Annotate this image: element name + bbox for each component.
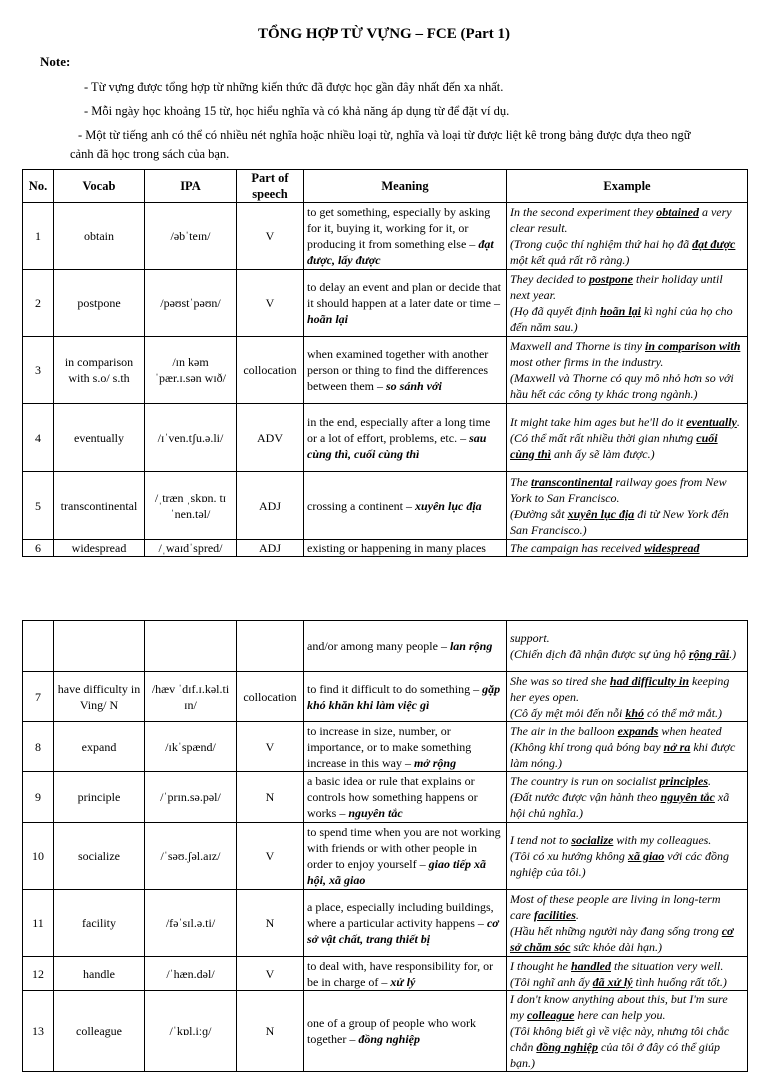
row-number: 11 <box>23 890 54 957</box>
meaning-cell <box>304 957 507 991</box>
table-row <box>23 890 748 957</box>
ipa-cell: /pəʊstˈpəʊn/ <box>145 270 237 337</box>
ipa-cell: /ɪkˈspænd/ <box>145 722 237 772</box>
example-text: Maxwell and Thorne is tiny <box>510 339 645 353</box>
meaning-english: to spend time when you are not working with friends or with other people in order to enjoy yourself – <box>307 825 501 871</box>
table-body-page-2 <box>23 621 748 1072</box>
example-text: Most of these people are living in long-term care <box>510 892 721 922</box>
table-row <box>23 772 748 823</box>
note-line-3: - Một từ tiếng anh có thể có nhiều nét nghĩa hoặc nhiều loại từ, nghĩa và loại từ được liệt kê trong bảng được dựa theo ngữ cảnh đã học trong sách của bạn. <box>70 128 691 161</box>
example-text: với các đồng nghiệp của tôi.) <box>510 849 729 879</box>
example-text: support. <box>510 631 550 645</box>
example-vietnamese <box>510 236 744 268</box>
highlighted-vocab: đồng nghiệp <box>536 1040 599 1054</box>
vocab-cell <box>54 621 145 672</box>
vocab-cell: in comparison with s.o/ s.th <box>54 337 145 404</box>
meaning-cell <box>304 890 507 957</box>
highlighted-vocab: colleague <box>527 1008 575 1022</box>
vocab-cell: postpone <box>54 270 145 337</box>
example-text: a very clear result. <box>510 205 732 235</box>
row-number: 12 <box>23 957 54 991</box>
example-english <box>510 723 744 739</box>
row-number: 3 <box>23 337 54 404</box>
table-row <box>23 270 748 337</box>
vocab-cell: colleague <box>54 991 145 1072</box>
table-row <box>23 337 748 404</box>
meaning-vietnamese: so sánh với <box>385 379 442 393</box>
table-row <box>23 472 748 540</box>
highlighted-vocab: khó <box>625 705 644 720</box>
meaning-vietnamese: gặp khó khăn khi làm việc gì <box>307 681 501 712</box>
example-text: The campaign has received <box>510 541 645 555</box>
part-of-speech-cell: collocation <box>237 337 304 404</box>
note-line-1: - Từ vựng được tổng hợp từ những kiến thức đã được học gần đây nhất đến xa nhất. <box>84 80 504 94</box>
highlighted-vocab: transcontinental <box>531 474 613 489</box>
table-row <box>23 621 748 672</box>
highlighted-vocab: nguyên tắc <box>660 790 715 804</box>
example-text: sức khỏe dài hạn.) <box>570 940 662 954</box>
note-label: Note: <box>40 54 71 69</box>
header-meaning: Meaning <box>304 170 507 203</box>
ipa-cell: /ˈhæn.dəl/ <box>145 957 237 991</box>
ipa-cell: /əbˈteɪn/ <box>145 203 237 270</box>
highlighted-vocab: hoãn lại <box>599 304 641 318</box>
meaning-vietnamese: xuyên lục địa <box>414 498 482 513</box>
example-english <box>510 474 744 506</box>
table-body-page-1 <box>23 203 748 557</box>
highlighted-vocab: principles <box>659 774 709 788</box>
header-no: No. <box>23 170 54 203</box>
example-cell <box>507 722 748 772</box>
vocab-table-page-1 <box>22 169 748 557</box>
example-cell <box>507 991 748 1072</box>
part-of-speech-cell: ADJ <box>237 472 304 540</box>
example-text: (Không khí trong quả bóng bay <box>510 739 664 754</box>
example-text: I don't know anything about this, but I'm sure my <box>510 992 728 1022</box>
example-text: She was so tired she <box>510 673 610 688</box>
example-text: . <box>575 908 579 922</box>
example-text: khi được làm nóng.) <box>510 739 736 770</box>
part-of-speech-cell: N <box>237 772 304 823</box>
meaning-english: existing or happening in many places <box>307 541 486 555</box>
example-text: (Họ đã quyết định <box>510 304 600 318</box>
highlighted-vocab: facilities <box>533 908 576 922</box>
example-text: anh ấy sẽ làm được.) <box>551 446 655 461</box>
example-vietnamese <box>510 974 744 990</box>
meaning-english: in the end, especially after a long time or a lot of effort, problems, etc. – <box>307 414 491 445</box>
example-cell <box>507 957 748 991</box>
vocab-cell: handle <box>54 957 145 991</box>
example-text: In the second experiment they <box>510 205 657 219</box>
header-part-of-speech: Part of speech <box>237 170 304 203</box>
example-cell <box>507 337 748 404</box>
table-row <box>23 991 748 1072</box>
row-number: 1 <box>23 203 54 270</box>
document-title: TỔNG HỢP TỪ VỰNG – FCE (Part 1) <box>257 26 511 42</box>
highlighted-vocab: eventually <box>686 414 737 429</box>
meaning-cell <box>304 823 507 890</box>
row-number: 7 <box>23 672 54 722</box>
example-text: (Tôi có xu hướng không <box>510 849 628 863</box>
meaning-english: and/or among many people – <box>307 639 450 653</box>
meaning-vietnamese: nguyên tắc <box>348 806 403 820</box>
meaning-cell <box>304 472 507 540</box>
meaning-cell <box>304 722 507 772</box>
meaning-english: to increase in size, number, or importance, or to make something increase in this way – <box>307 723 472 770</box>
example-text: here can help you. <box>574 1008 666 1022</box>
ipa-cell: /ˈkɒl.iːɡ/ <box>145 991 237 1072</box>
example-vietnamese <box>510 1023 744 1071</box>
example-cell <box>507 621 748 672</box>
vocab-cell: widespread <box>54 540 145 557</box>
example-text: railway goes from New York to San Francisco. <box>510 474 727 505</box>
example-cell <box>507 890 748 957</box>
example-text: I thought he <box>510 958 571 973</box>
vocab-cell: socialize <box>54 823 145 890</box>
header-vocab: Vocab <box>54 170 145 203</box>
meaning-cell <box>304 991 507 1072</box>
highlighted-vocab: had difficulty in <box>609 673 690 688</box>
example-cell <box>507 672 748 722</box>
example-cell <box>507 404 748 472</box>
ipa-cell: /ɪn kəm ˈpær.ɪ.sən wɪð/ <box>145 337 237 404</box>
example-vietnamese <box>510 739 744 771</box>
highlighted-vocab: rộng rãi <box>688 647 730 661</box>
meaning-english: a place, especially including buildings, where a particular activity happens – <box>307 900 494 930</box>
ipa-cell: /fəˈsɪl.ə.ti/ <box>145 890 237 957</box>
highlighted-vocab: xuyên lục địa <box>567 506 635 521</box>
example-cell <box>507 270 748 337</box>
vocab-cell: transcontinental <box>54 472 145 540</box>
example-english <box>510 338 744 370</box>
ipa-cell: /ˌwaɪdˈspred/ <box>145 540 237 557</box>
row-number: 10 <box>23 823 54 890</box>
meaning-english: to find it difficult to do something – <box>307 681 483 696</box>
example-vietnamese <box>510 789 744 821</box>
example-vietnamese <box>510 646 744 662</box>
row-number: 8 <box>23 722 54 772</box>
example-text: (Cô ấy mệt mỏi đến nỗi <box>510 705 626 720</box>
meaning-vietnamese: cơ sở vật chất, trang thiết bị <box>307 916 499 946</box>
highlighted-vocab: expands <box>617 723 659 738</box>
header-example: Example <box>507 170 748 203</box>
example-cell <box>507 540 748 557</box>
meaning-vietnamese: xử lý <box>390 974 416 989</box>
example-text: They decided to <box>510 272 589 286</box>
highlighted-vocab: socialize <box>571 833 614 847</box>
meaning-vietnamese: mở rộng <box>413 755 457 770</box>
example-english <box>510 540 744 556</box>
example-text: . <box>708 774 712 788</box>
highlighted-vocab: nở ra <box>663 739 691 754</box>
meaning-vietnamese: hoãn lại <box>307 312 349 326</box>
example-text: the situation very well. <box>611 958 724 973</box>
highlighted-vocab: obtained <box>656 205 699 219</box>
ipa-cell: /ɪˈven.tʃu.ə.li/ <box>145 404 237 472</box>
example-text: The <box>510 474 531 489</box>
note-line-2: - Mỗi ngày học khoảng 15 từ, học hiểu nghĩa và có khả năng áp dụng từ để đặt ví dụ. <box>84 104 510 118</box>
example-english <box>510 891 744 923</box>
meaning-vietnamese: đạt được, lấy được <box>307 237 494 267</box>
example-vietnamese <box>510 923 744 955</box>
highlighted-vocab: đạt được <box>692 237 736 251</box>
part-of-speech-cell: ADJ <box>237 540 304 557</box>
highlighted-vocab: widespread <box>644 541 700 555</box>
table-header-row <box>23 170 748 203</box>
meaning-vietnamese: đồng nghiệp <box>358 1032 421 1046</box>
example-english <box>510 832 744 848</box>
example-text: The country is run on socialist <box>510 774 660 788</box>
example-english <box>510 271 744 303</box>
part-of-speech-cell: collocation <box>237 672 304 722</box>
example-cell <box>507 203 748 270</box>
highlighted-vocab: đã xử lý <box>592 974 633 989</box>
example-vietnamese <box>510 848 744 880</box>
example-english <box>510 958 744 974</box>
example-text: (Đất nước được vận hành theo <box>510 790 661 804</box>
meaning-english: to deal with, have responsibility for, or be in charge of – <box>307 958 494 989</box>
example-text: có thể mở mắt.) <box>644 705 723 720</box>
example-text: (Maxwell và Thorne có quy mô nhỏ hơn so với hầu hết các công ty khác trong ngành.) <box>510 371 734 401</box>
meaning-cell <box>304 772 507 823</box>
example-text: (Tôi nghĩ anh ấy <box>510 974 593 989</box>
meaning-cell <box>304 621 507 672</box>
ipa-cell <box>145 621 237 672</box>
meaning-cell <box>304 404 507 472</box>
table-row <box>23 823 748 890</box>
row-number: 4 <box>23 404 54 472</box>
highlighted-vocab: postpone <box>588 272 633 286</box>
table-row <box>23 540 748 557</box>
example-cell <box>507 823 748 890</box>
meaning-cell <box>304 540 507 557</box>
example-english <box>510 773 744 789</box>
meaning-cell <box>304 270 507 337</box>
example-text: (Tôi không biết gì về việc này, nhưng tôi chắc chắn <box>510 1024 730 1054</box>
example-english <box>510 630 744 646</box>
ipa-cell: /ˈprɪn.sə.pəl/ <box>145 772 237 823</box>
meaning-vietnamese: sau cùng thì, cuối cùng thì <box>307 430 487 461</box>
example-text: xã hội chủ nghĩa.) <box>510 790 730 820</box>
row-number <box>23 621 54 672</box>
row-number: 6 <box>23 540 54 557</box>
highlighted-vocab: handled <box>571 958 612 973</box>
part-of-speech-cell: V <box>237 957 304 991</box>
example-cell <box>507 472 748 540</box>
example-vietnamese <box>510 705 744 721</box>
meaning-english: to delay an event and plan or decide that it should happen at a later date or time – <box>307 280 501 310</box>
row-number: 2 <box>23 270 54 337</box>
example-text: I tend not to <box>510 833 572 847</box>
part-of-speech-cell: V <box>237 722 304 772</box>
example-vietnamese <box>510 506 744 538</box>
example-cell <box>507 772 748 823</box>
table-row <box>23 404 748 472</box>
example-text: their holiday until next year. <box>510 272 723 302</box>
example-text: keeping her eyes open. <box>510 673 730 704</box>
meaning-english: to get something, especially by asking for it, buying it, working for it, or producing it from something else – <box>307 205 491 251</box>
part-of-speech-cell: V <box>237 270 304 337</box>
example-text: It might take him ages but he'll do it <box>510 414 687 429</box>
table-row <box>23 722 748 772</box>
table-row <box>23 203 748 270</box>
example-text: (Đường sắt <box>510 506 568 521</box>
table-row <box>23 672 748 722</box>
row-number: 9 <box>23 772 54 823</box>
header-ipa: IPA <box>145 170 237 203</box>
row-number: 13 <box>23 991 54 1072</box>
part-of-speech-cell <box>237 621 304 672</box>
example-text: (Hầu hết những người này đang sống trong <box>510 924 722 938</box>
part-of-speech-cell: V <box>237 823 304 890</box>
example-text: (Chiến dịch đã nhận được sự ủng hộ <box>510 647 689 661</box>
meaning-english: a basic idea or rule that explains or controls how something happens or works – <box>307 774 478 820</box>
highlighted-vocab: cơ sở chăm sóc <box>510 924 734 954</box>
vocab-cell: expand <box>54 722 145 772</box>
part-of-speech-cell: ADV <box>237 404 304 472</box>
example-text: (Trong cuộc thí nghiệm thứ hai họ đã <box>510 237 693 251</box>
example-text: tình huống rất tốt.) <box>632 974 727 989</box>
example-text: The air in the balloon <box>510 723 618 738</box>
table-row <box>23 957 748 991</box>
example-vietnamese <box>510 430 744 462</box>
meaning-english: crossing a continent – <box>307 498 415 513</box>
example-text: (Có thể mất rất nhiều thời gian nhưng <box>510 430 697 445</box>
meaning-english: one of a group of people who work together – <box>307 1016 476 1046</box>
example-text: kì nghỉ của họ cho đến năm sau.) <box>510 304 733 334</box>
vocab-cell: obtain <box>54 203 145 270</box>
meaning-cell <box>304 672 507 722</box>
ipa-cell: /hæv ˈdɪf.ɪ.kəl.ti ɪn/ <box>145 672 237 722</box>
example-english <box>510 414 744 430</box>
highlighted-vocab: xã giao <box>627 849 665 863</box>
highlighted-vocab: cuối cùng thì <box>510 430 718 461</box>
vocab-cell: principle <box>54 772 145 823</box>
example-text: most other firms in the industry. <box>510 355 664 369</box>
vocab-cell: facility <box>54 890 145 957</box>
example-english <box>510 673 744 705</box>
ipa-cell: /ˈsəʊ.ʃəl.aɪz/ <box>145 823 237 890</box>
vocab-table-page-2 <box>22 620 748 1072</box>
example-english <box>510 204 744 236</box>
example-vietnamese <box>510 370 744 402</box>
row-number: 5 <box>23 472 54 540</box>
part-of-speech-cell: N <box>237 991 304 1072</box>
vocab-cell: have difficulty in Ving/ N <box>54 672 145 722</box>
example-vietnamese <box>510 303 744 335</box>
meaning-cell <box>304 337 507 404</box>
example-english <box>510 991 744 1023</box>
example-text: . <box>736 414 740 429</box>
example-text: một kết quả rất rõ ràng.) <box>510 253 630 267</box>
highlighted-vocab: in comparison with <box>645 339 741 353</box>
example-text: của tôi ở đây có thể giúp bạn.) <box>510 1040 721 1070</box>
example-text: đi từ New York đến San Francisco.) <box>510 506 729 537</box>
meaning-cell <box>304 203 507 270</box>
vocab-cell: eventually <box>54 404 145 472</box>
part-of-speech-cell: N <box>237 890 304 957</box>
part-of-speech-cell: V <box>237 203 304 270</box>
meaning-vietnamese: lan rộng <box>449 639 493 653</box>
example-text: with my colleagues. <box>613 833 712 847</box>
meaning-english: when examined together with another person or thing to find the differences between them – <box>307 347 489 393</box>
example-text: when heated <box>658 723 722 738</box>
ipa-cell: /ˌtræn ˌskɒn. tɪˈnen.təl/ <box>145 472 237 540</box>
example-text: .) <box>729 647 737 661</box>
meaning-vietnamese: giao tiếp xã hội, xã giao <box>307 857 486 887</box>
